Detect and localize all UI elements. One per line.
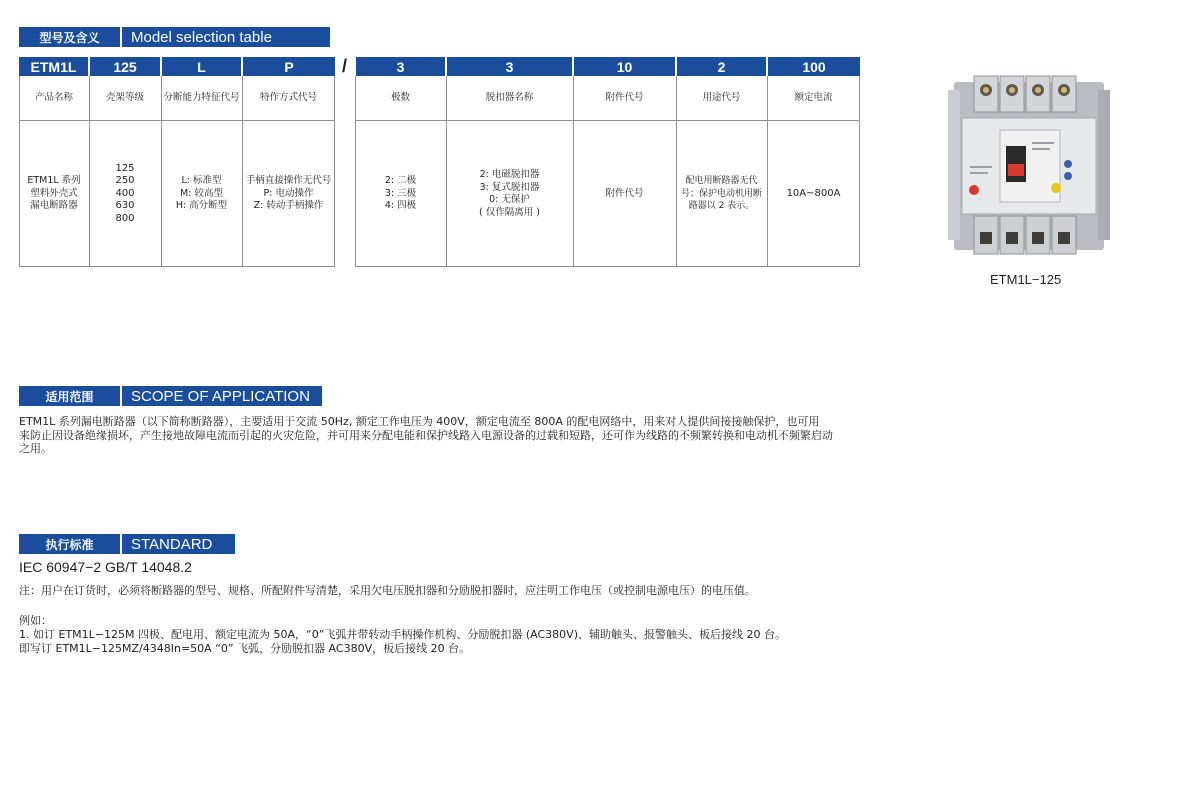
table-label: 极数 xyxy=(390,91,410,103)
model-selection-header xyxy=(19,27,330,47)
code-separator-slash: / xyxy=(342,56,348,76)
standard-note: 注：用户在订货时，必须将断路器的型号、规格、所配附件写清楚，采用欠电压脱扣器和分励脱扣器时，应注明工作电压（或控制电源电压）的电压值。 xyxy=(19,584,756,597)
scope-header xyxy=(19,386,322,406)
code-bar: 100 xyxy=(768,57,860,76)
standard-header-cn: 执行标准 xyxy=(19,534,120,554)
table-value-operation-mode: 手柄直接操作无代号 P: 电动操作 Z: 转动手柄操作 xyxy=(245,175,332,212)
table-value-poles: 2: 二极 3: 三极 4: 四极 xyxy=(384,175,417,212)
circuit-breaker-image xyxy=(944,70,1114,260)
table-label: 用途代号 xyxy=(702,91,741,103)
scope-header-cn: 适用范围 xyxy=(19,386,120,406)
code-bar: L xyxy=(162,57,241,76)
table-value-rated-current: 10A~800A xyxy=(786,187,841,199)
table-value-release-type: 2: 电磁脱扣器 3: 复式脱扣器 0: 无保护 ( 仅作隔离用 ) xyxy=(479,169,540,218)
code-bar: P xyxy=(243,57,335,76)
table-value-product-name: ETM1L 系列 塑料外壳式 漏电断路器 xyxy=(27,175,81,212)
scope-header-en: SCOPE OF APPLICATION xyxy=(122,386,322,406)
model-selection-header-cn: 型号及含义 xyxy=(19,27,120,47)
table-label: 分断能力特征代号 xyxy=(163,91,240,103)
table-value-breaking-capacity: L: 标准型 M: 较高型 H: 高分断型 xyxy=(175,175,228,212)
example-list: 1. 如订 ETM1L−125M 四极、配电用、额定电流为 50A，“0”飞弧并带转动手柄操作机构、分励脱扣器 (AC380V)、辅助触头、报警触头、板后接线 20 台。 即写订 ETM1L−125MZ/4348In=50A “0” 飞弧，分励脱扣器 AC380V，板后接线 20 台。 xyxy=(19,628,786,655)
code-bar: 10 xyxy=(574,57,675,76)
table-label: 额定电流 xyxy=(794,91,833,103)
code-bar: ETM1L xyxy=(19,57,88,76)
table-label: 壳架等级 xyxy=(105,91,144,103)
standard-codes: IEC 60947−2 GB/T 14048.2 xyxy=(19,559,192,575)
table-label: 产品名称 xyxy=(34,91,73,103)
product-caption: ETM1L−125 xyxy=(990,272,1062,287)
table-label: 脱扣器名称 xyxy=(485,91,534,103)
code-bar: 2 xyxy=(677,57,766,76)
table-value-frame-grade: 125 250 400 630 800 xyxy=(115,162,135,224)
table-label: 附件代号 xyxy=(605,91,644,103)
table-label: 特作方式代号 xyxy=(259,91,317,103)
table-value-accessory-code: 附件代号 xyxy=(605,187,644,199)
table-value-usage-code: 配电用断路器无代 号；保护电动机用断 路器以 2 表示。 xyxy=(680,176,762,212)
scope-paragraph: ETM1L 系列漏电断路器（以下简称断路器），主要适用于交流 50Hz, 额定工作电压为 400V，额定电流至 800A 的配电网络中，用来对人提供间接接触保护，也可用 来防止因设备绝缘损坏，产生接地故障电流而引起的火灾危险，并可用来分配电能和保护线路入电源设备的过载和短路，还可作为线路的不频繁转换和电动机不频繁启动 之用。 xyxy=(19,415,833,455)
code-bar: 125 xyxy=(90,57,160,76)
code-bar: 3 xyxy=(447,57,572,76)
code-bar: 3 xyxy=(356,57,445,76)
model-selection-header-en: Model selection table xyxy=(122,27,330,47)
example-title: 例如： xyxy=(19,614,52,627)
standard-header-en: STANDARD xyxy=(122,534,235,554)
standard-header xyxy=(19,534,235,554)
